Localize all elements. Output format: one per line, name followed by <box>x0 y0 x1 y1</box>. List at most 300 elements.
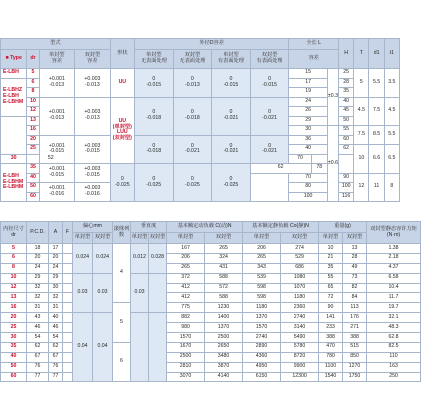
C-single-cell: 206 <box>167 253 205 263</box>
a-cell: 17 <box>49 244 63 254</box>
dr-cell: 8 <box>27 88 39 98</box>
tol-cell: +0.003 -0.013 <box>75 69 111 98</box>
dr-cell: 40 <box>1 352 27 362</box>
H-cell: 50 <box>339 116 354 126</box>
C0-single-cell: 6150 <box>243 372 281 382</box>
L-cell: 70 <box>289 173 328 183</box>
L-cell: 52 <box>27 154 75 164</box>
pcd-cell: 24 <box>27 263 49 273</box>
C-double-cell: 1400 <box>205 313 243 323</box>
pcd-cell: 32 <box>27 293 49 303</box>
C0-single-cell: 539 <box>243 273 281 283</box>
weight-double-cell: 850 <box>343 352 367 362</box>
header-a: A <box>49 222 63 244</box>
tol-cell: +0.001 -0.013 <box>39 69 75 98</box>
torque-cell: 6.58 <box>367 273 421 283</box>
C-double-cell: 431 <box>205 263 243 273</box>
tol-cell: +0.003 -0.015 <box>75 164 111 183</box>
weight-double-cell: 73 <box>343 273 367 283</box>
C0-single-cell: 598 <box>243 283 281 293</box>
dr-cell: 30 <box>1 154 27 164</box>
pcd-cell: 54 <box>27 333 49 343</box>
L-cell: 17 <box>289 78 328 88</box>
ud-cell: 0 -0.021 <box>250 97 289 135</box>
weight-double-cell: 113 <box>343 303 367 313</box>
a-cell: 40 <box>49 313 63 323</box>
series-label: E-LBH E-LBHM E-LBHM <box>1 164 27 202</box>
T-cell: 12 <box>354 173 369 202</box>
dr-cell: 30 <box>1 333 27 343</box>
dr-cell: 12 <box>1 283 27 293</box>
L-cell: 80 <box>289 183 328 193</box>
d1-cell: 7.5 <box>369 97 384 126</box>
ecc-cell: 0.024 <box>73 244 93 274</box>
C-double-cell: 2500 <box>205 333 243 343</box>
pcd-cell: 77 <box>27 372 49 382</box>
C-double-cell: 572 <box>205 283 243 293</box>
pcd-cell: 18 <box>27 244 49 254</box>
pcd-cell: 32 <box>27 283 49 293</box>
pcd-cell: 29 <box>27 273 49 283</box>
f-cell <box>63 342 73 352</box>
series-label: E-LBH <box>1 69 27 79</box>
tol-cell: +0.001 -0.013 <box>39 97 75 135</box>
balls-cell: 6 <box>113 342 131 382</box>
ud-cell: 0 -0.018 <box>135 97 174 135</box>
L-tol-cell: ±0.6 <box>327 126 338 202</box>
C0-single-cell: 265 <box>243 253 281 263</box>
shape-cell <box>250 173 289 202</box>
weight-double-cell: 271 <box>343 323 367 333</box>
H-cell: 35 <box>339 88 354 98</box>
vert-cell <box>149 273 167 313</box>
dr-cell: 8 <box>1 263 27 273</box>
f-cell <box>63 323 73 333</box>
weight-double-cell: 176 <box>343 313 367 323</box>
dr-cell: 60 <box>1 372 27 382</box>
ud-cell: 0 -0.025 <box>135 164 174 202</box>
C0-double-cell: 1180 <box>281 293 319 303</box>
C-double-cell: 588 <box>205 273 243 283</box>
ud-cell: 0 -0.015 <box>212 69 251 98</box>
weight-double-cell: 1750 <box>343 372 367 382</box>
C0-double-cell: 2740 <box>281 313 319 323</box>
header-C: 基本额定动负载 C(动)N <box>167 222 243 233</box>
C-single-cell: 2500 <box>167 352 205 362</box>
H-cell: 28 <box>339 78 354 88</box>
dr-cell: 60 <box>27 192 39 202</box>
dr-cell: 20 <box>27 135 39 145</box>
C0-double-cell: 9900 <box>281 362 319 372</box>
C-single-cell: 412 <box>167 283 205 293</box>
L-tol-cell: ±0.3 <box>327 69 338 126</box>
header-f: F <box>63 222 73 244</box>
C0-single-cell: 343 <box>243 263 281 273</box>
ecc-cell: 0.03 <box>93 273 113 313</box>
weight-double-cell: 1270 <box>343 362 367 372</box>
C0-double-cell: 1070 <box>281 283 319 293</box>
weight-single-cell: 10 <box>319 244 343 254</box>
C-single-cell: 3070 <box>167 372 205 382</box>
spec-table-bottom <box>0 221 421 382</box>
C-single-cell: 882 <box>167 313 205 323</box>
dr-label: dr <box>27 50 39 69</box>
H-cell: 55 <box>339 126 354 136</box>
f-cell <box>63 283 73 293</box>
C0-single-cell: 1180 <box>243 303 281 313</box>
torque-cell: 163 <box>367 362 421 372</box>
sub-single: 单封型 <box>243 233 281 244</box>
dr-cell: 20 <box>1 313 27 323</box>
C0-double-cell: 5780 <box>281 342 319 352</box>
C-double-cell: 588 <box>205 293 243 303</box>
torque-cell: 82.5 <box>367 342 421 352</box>
C0-double-cell: 686 <box>281 263 319 273</box>
weight-single-cell: 21 <box>319 253 343 263</box>
C0-double-cell: 12300 <box>281 372 319 382</box>
sub-double: 双封型 <box>93 233 113 244</box>
weight-single-cell: 65 <box>319 283 343 293</box>
vert-cell <box>149 313 167 382</box>
header-pcd: P.C.D. <box>27 222 49 244</box>
L-cell: 36 <box>289 135 328 145</box>
weight-single-cell: 1540 <box>319 372 343 382</box>
T-cell: 7.5 <box>354 126 369 145</box>
type-label: ■ Type <box>1 50 27 69</box>
C-single-cell: 167 <box>167 244 205 254</box>
ud-cell: 0 -0.025 <box>110 164 134 202</box>
header-H: H <box>339 39 354 69</box>
shape-cell: UU (单封型) LUU (双封型) <box>110 97 134 164</box>
header-length: 全长 L <box>289 39 339 50</box>
dr-cell: 16 <box>1 303 27 313</box>
tol-cell: +0.001 -0.016 <box>39 183 75 202</box>
torque-cell: 62.8 <box>367 333 421 343</box>
C-double-cell: 1230 <box>205 303 243 313</box>
torque-cell: 1.38 <box>367 244 421 254</box>
header-t1: t1 <box>384 39 399 69</box>
f-cell <box>63 303 73 313</box>
dr-cell: 12 <box>27 107 39 117</box>
ud-cell: 0 -0.021 <box>250 135 289 164</box>
L-cell: 40 <box>289 145 328 155</box>
f-cell <box>63 352 73 362</box>
dr-cell: 10 <box>1 273 27 283</box>
torque-cell: 19.7 <box>367 303 421 313</box>
sub-single: 单封型 <box>73 233 93 244</box>
header-T: T <box>354 39 369 69</box>
dr-cell: 10 <box>27 97 39 107</box>
C-single-cell: 372 <box>167 273 205 283</box>
header-u1: 单封型 无表面处理 <box>135 50 174 69</box>
dr-cell: 35 <box>1 342 27 352</box>
spec-table-top <box>0 38 400 202</box>
ud-cell: 0 -0.013 <box>173 69 212 98</box>
dr-cell: 25 <box>27 145 39 155</box>
weight-single-cell: 780 <box>319 352 343 362</box>
C-double-cell: 1370 <box>205 323 243 333</box>
L-cell: 15 <box>289 69 328 79</box>
C-double-cell: 3480 <box>205 352 243 362</box>
sub-double: 双封型 <box>149 233 167 244</box>
C-single-cell: 980 <box>167 323 205 333</box>
H-cell: 90 <box>339 173 354 183</box>
C0-single-cell: 1370 <box>243 313 281 323</box>
sub-single: 单封型 <box>131 233 149 244</box>
balls-cell: 4 <box>113 244 131 303</box>
C-double-cell: 2650 <box>205 342 243 352</box>
a-cell: 46 <box>49 323 63 333</box>
sub-single: 单封型 <box>319 233 343 244</box>
a-cell: 62 <box>49 342 63 352</box>
L-cell: 30 <box>289 126 328 136</box>
sub-double: 双封型 <box>343 233 367 244</box>
C0-single-cell: 4950 <box>243 362 281 372</box>
C0-single-cell: 2890 <box>243 342 281 352</box>
t1-cell: 5.5 <box>384 126 399 145</box>
sub-single: 单封型 <box>167 233 205 244</box>
dr-cell: 5 <box>1 244 27 254</box>
header-outer-diameter: 外径D容差 <box>135 39 289 50</box>
weight-single-cell: 35 <box>319 263 343 273</box>
H-cell: 116 <box>339 192 354 202</box>
ud-cell: 0 -0.025 <box>173 164 212 202</box>
f-cell <box>63 273 73 283</box>
C-single-cell: 1570 <box>167 333 205 343</box>
d1-cell: 6.6 <box>369 145 384 174</box>
a-cell: 76 <box>49 362 63 372</box>
weight-single-cell: 141 <box>319 313 343 323</box>
C0-double-cell: 3140 <box>281 323 319 333</box>
L-cell: 26 <box>289 107 328 117</box>
t1-cell: 3.5 <box>384 69 399 98</box>
weight-double-cell: 84 <box>343 293 367 303</box>
a-cell: 67 <box>49 352 63 362</box>
type-icon: ■ <box>5 55 9 62</box>
f-cell <box>63 263 73 273</box>
header-L-tol: 容差 <box>289 50 339 69</box>
weight-double-cell: 49 <box>343 263 367 273</box>
tol-cell: +0.003 -0.015 <box>75 135 111 164</box>
H-cell: 25 <box>339 69 354 79</box>
weight-double-cell: 13 <box>343 244 367 254</box>
header-balls: 滚珠列数 <box>113 222 131 244</box>
header-type: 型式 <box>1 39 111 50</box>
a-cell: 24 <box>49 263 63 273</box>
weight-single-cell: 55 <box>319 273 343 283</box>
header-double-tol: 双封型 容差 <box>75 50 111 69</box>
f-cell <box>63 372 73 382</box>
L-cell: 62 <box>250 164 311 174</box>
a-cell: 54 <box>49 333 63 343</box>
a-cell: 30 <box>49 283 63 293</box>
H-cell: 45 <box>339 107 354 117</box>
ud-cell: 0 -0.015 <box>135 69 174 98</box>
C0-double-cell: 1080 <box>281 273 319 283</box>
weight-single-cell: 388 <box>319 333 343 343</box>
header-ecc: 偏心mm <box>73 222 113 233</box>
f-cell <box>63 333 73 343</box>
ud-cell: 0 -0.018 <box>135 135 174 164</box>
vert-cell <box>131 313 149 382</box>
pcd-cell: 46 <box>27 323 49 333</box>
L-cell: 24 <box>289 97 328 107</box>
tol-cell: +0.003 -0.016 <box>75 183 111 202</box>
L-cell: 100 <box>289 192 328 202</box>
shape-cell: UU <box>110 69 134 98</box>
header-u2: 双封型 无表面处理 <box>173 50 212 69</box>
torque-cell: 10.4 <box>367 283 421 293</box>
header-torque: 双封型静态容许力矩(N·m) <box>367 222 421 244</box>
weight-single-cell: 233 <box>319 323 343 333</box>
C0-single-cell: 2740 <box>243 333 281 343</box>
torque-cell: 32.1 <box>367 313 421 323</box>
a-cell: 29 <box>49 273 63 283</box>
tol-cell: +0.003 -0.013 <box>75 97 111 135</box>
C0-single-cell: 598 <box>243 293 281 303</box>
C0-double-cell: 529 <box>281 253 319 263</box>
header-single-tol: 单封型 容差 <box>39 50 75 69</box>
H-cell: 60 <box>339 135 354 145</box>
weight-single-cell: 470 <box>319 342 343 352</box>
header-shape: 形状 <box>110 39 134 69</box>
ecc-cell: 0.04 <box>93 313 113 382</box>
balls-cell: 5 <box>113 303 131 343</box>
dr-cell: 13 <box>27 116 39 126</box>
ecc-cell: 0.03 <box>73 273 93 313</box>
a-cell: 31 <box>49 303 63 313</box>
C0-double-cell: 8720 <box>281 352 319 362</box>
dr-cell: 5 <box>27 69 39 79</box>
pcd-cell: 43 <box>27 313 49 323</box>
f-cell <box>63 244 73 254</box>
weight-double-cell: 82 <box>343 283 367 293</box>
T-cell: 4.5 <box>354 97 369 126</box>
dr-cell: 13 <box>1 293 27 303</box>
C-double-cell: 324 <box>205 253 243 263</box>
torque-cell: 4.37 <box>367 263 421 273</box>
C0-single-cell: 4360 <box>243 352 281 362</box>
d1-cell: 5.5 <box>369 69 384 98</box>
t1-cell: 6.5 <box>384 145 399 174</box>
torque-cell: 2.18 <box>367 253 421 263</box>
vert-cell: 0.03 <box>131 273 149 313</box>
pcd-cell: 20 <box>27 253 49 263</box>
weight-double-cell: 515 <box>343 342 367 352</box>
d1-cell: 8.5 <box>369 126 384 145</box>
ecc-cell: 0.024 <box>93 244 113 274</box>
a-cell: 77 <box>49 372 63 382</box>
C-double-cell: 265 <box>205 244 243 254</box>
ud-cell: 0 -0.025 <box>212 164 251 202</box>
C-single-cell: 2810 <box>167 362 205 372</box>
torque-cell: 250 <box>367 372 421 382</box>
torque-cell: 11.7 <box>367 293 421 303</box>
sub-double: 双封型 <box>205 233 243 244</box>
series-label: E-LBHZ E-LBH E-LBHM <box>1 78 27 116</box>
ecc-cell: 0.04 <box>73 313 93 382</box>
ud-cell: 0 -0.021 <box>173 135 212 164</box>
f-cell <box>63 253 73 263</box>
dr-cell: 50 <box>1 362 27 372</box>
a-cell: 32 <box>49 293 63 303</box>
series-spacer <box>1 116 27 154</box>
ud-cell: 0 -0.018 <box>173 97 212 135</box>
dr-cell: 35 <box>27 164 39 174</box>
torque-cell: 48.3 <box>367 323 421 333</box>
T-cell: 5 <box>354 69 369 98</box>
C0-double-cell: 5490 <box>281 333 319 343</box>
vert-cell: 0.028 <box>149 244 167 274</box>
ud-cell: 0 -0.021 <box>212 97 251 135</box>
weight-single-cell: 72 <box>319 293 343 303</box>
weight-single-cell: 1100 <box>319 362 343 372</box>
t1-cell: 4.5 <box>384 97 399 126</box>
header-dr: 内径尺寸dr <box>1 222 27 244</box>
header-u3: 单封型 有表面处理 <box>212 50 251 69</box>
pcd-cell: 62 <box>27 342 49 352</box>
header-C0: 基本额定静负载 Co(静)N <box>243 222 319 233</box>
C-single-cell: 265 <box>167 263 205 273</box>
d1-cell: 11 <box>369 173 384 202</box>
H-cell: 40 <box>339 97 354 107</box>
dr-cell: 6 <box>1 253 27 263</box>
tol-cell: +0.001 -0.015 <box>39 164 75 183</box>
L-cell: 19 <box>289 88 328 98</box>
weight-double-cell: 388 <box>343 333 367 343</box>
H-cell: 100 <box>339 183 354 193</box>
f-cell <box>63 313 73 323</box>
C0-single-cell: 206 <box>243 244 281 254</box>
header-weight: 重量(g) <box>319 222 367 233</box>
C0-double-cell: 2360 <box>281 303 319 313</box>
L-cell: 29 <box>289 116 328 126</box>
sub-double: 双封型 <box>281 233 319 244</box>
pcd-cell: 76 <box>27 362 49 372</box>
f-cell <box>63 293 73 303</box>
C-double-cell: 4140 <box>205 372 243 382</box>
C-single-cell: 1670 <box>167 342 205 352</box>
ud-cell: 0 -0.015 <box>250 69 289 98</box>
a-cell: 20 <box>49 253 63 263</box>
C-single-cell: 775 <box>167 303 205 313</box>
dr-cell: 25 <box>1 323 27 333</box>
H-cell: 78 <box>311 164 327 174</box>
H-cell: 70 <box>289 154 311 164</box>
tol-cell: +0.001 -0.015 <box>39 135 75 164</box>
dr-cell: 50 <box>27 183 39 193</box>
C0-double-cell: 274 <box>281 244 319 254</box>
dr-cell: 16 <box>27 126 39 136</box>
dr-cell: 40 <box>27 173 39 183</box>
ud-cell: 0 -0.021 <box>212 135 251 164</box>
weight-single-cell: 90 <box>319 303 343 313</box>
weight-double-cell: 28 <box>343 253 367 263</box>
dr-cell: 6 <box>27 78 39 88</box>
H-cell: 62 <box>339 145 354 155</box>
C-double-cell: 3870 <box>205 362 243 372</box>
T-cell: 10 <box>354 145 369 174</box>
pcd-cell: 31 <box>27 303 49 313</box>
vert-cell: 0.012 <box>131 244 149 274</box>
C-single-cell: 412 <box>167 293 205 303</box>
header-u4: 双封型 有表面处理 <box>250 50 289 69</box>
header-d1: d1 <box>369 39 384 69</box>
pcd-cell: 67 <box>27 352 49 362</box>
torque-cell: 110 <box>367 352 421 362</box>
t1-cell: 8 <box>384 173 399 202</box>
C0-single-cell: 1570 <box>243 323 281 333</box>
